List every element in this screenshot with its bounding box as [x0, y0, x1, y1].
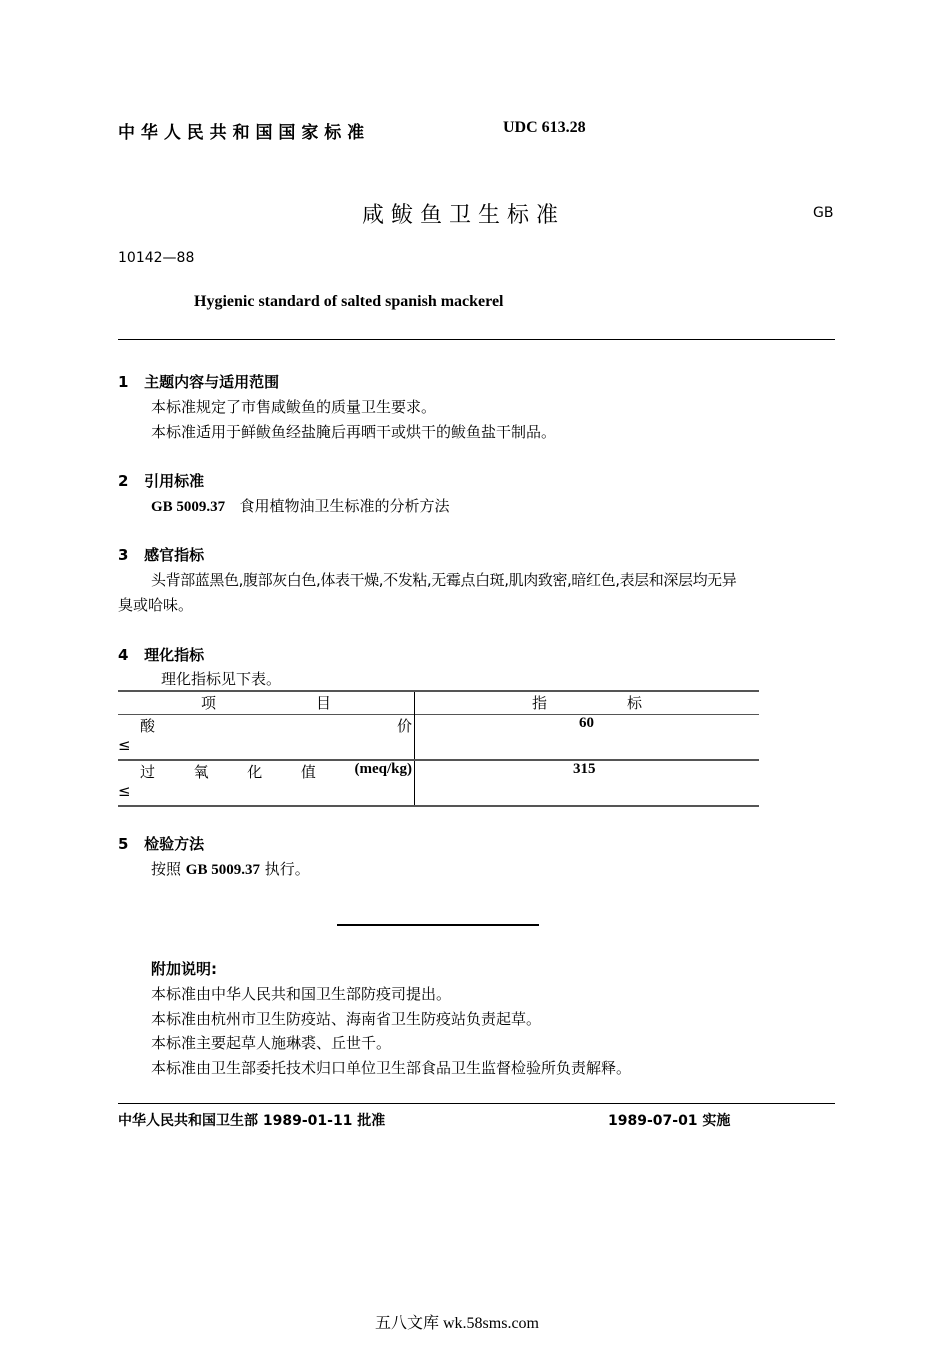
indicator-table — [118, 690, 759, 807]
table-intro: 理化指标见下表。 — [161, 670, 282, 688]
header-cell: 指 — [531, 694, 547, 712]
paragraph: 按照 GB 5009.37 执行。 — [151, 860, 310, 878]
approval-date: 中华人民共和国卫生部 1989-01-11 批准 — [118, 1113, 386, 1129]
section-4-heading: 4 理化指标 — [118, 646, 205, 664]
issuing-org: 中 华 人 民 共 和 国 国 家 标 准 — [118, 123, 365, 143]
standard-number: 10142—88 — [118, 250, 195, 266]
le-symbol: ≤ — [118, 736, 131, 754]
reference: GB 5009.37 食用植物油卫生标准的分析方法 — [151, 497, 450, 515]
udc-code: UDC 613.28 — [503, 119, 586, 136]
item-name: 过 — [140, 763, 156, 781]
item-name: 氧 — [193, 763, 209, 781]
header-cell: 项 — [200, 694, 216, 712]
item-unit: (meq/kg) — [354, 761, 412, 777]
paragraph: 本标准规定了市售咸鲅鱼的质量卫生要求。 — [151, 398, 437, 416]
divider — [337, 924, 539, 926]
note-line: 本标准由中华人民共和国卫生部防疫司提出。 — [151, 985, 452, 1003]
notes-title: 附加说明: — [151, 960, 217, 978]
table-row — [118, 760, 759, 806]
table-header-row — [118, 691, 759, 715]
gb-label: GB — [813, 205, 834, 221]
watermark: 五八文库 wk.58sms.com — [375, 1315, 540, 1332]
note-line: 本标准由杭州市卫生防疫站、海南省卫生防疫站负责起草。 — [151, 1010, 542, 1028]
divider — [118, 339, 835, 340]
header-cell: 标 — [627, 694, 643, 712]
item-name: 值 — [300, 763, 316, 781]
paragraph: 头背部蓝黑色,腹部灰白色,体表干燥,不发粘,无霉点白斑,肌肉致密,暗红色,表层和深层均无异 — [151, 571, 737, 589]
item-name: 化 — [247, 763, 263, 781]
item-value: 60 — [579, 715, 594, 731]
le-symbol: ≤ — [118, 782, 131, 800]
section-3-heading: 3 感官指标 — [118, 546, 205, 564]
divider — [118, 1103, 835, 1104]
item-name: 酸 — [140, 717, 156, 735]
paragraph: 本标准适用于鲜鲅鱼经盐腌后再晒干或烘干的鲅鱼盐干制品。 — [151, 423, 557, 441]
note-line: 本标准主要起草人施琳裘、丘世千。 — [151, 1034, 392, 1052]
english-title: Hygienic standard of salted spanish mackerel — [194, 293, 504, 310]
section-2-heading: 2 引用标准 — [118, 472, 205, 490]
note-line: 本标准由卫生部委托技术归口单位卫生部食品卫生监督检验所负责解释。 — [151, 1059, 632, 1077]
implementation-date: 1989-07-01 实施 — [608, 1113, 731, 1129]
item-name: 价 — [396, 717, 412, 735]
table-row — [118, 715, 759, 761]
section-1-heading: 1 主题内容与适用范围 — [118, 373, 280, 391]
section-5-heading: 5 检验方法 — [118, 835, 205, 853]
header-cell: 目 — [316, 694, 332, 712]
page-title: 咸 鲅 鱼 卫 生 标 准 — [362, 203, 558, 228]
paragraph: 臭或哈味。 — [118, 596, 194, 614]
item-value: 315 — [573, 761, 596, 777]
